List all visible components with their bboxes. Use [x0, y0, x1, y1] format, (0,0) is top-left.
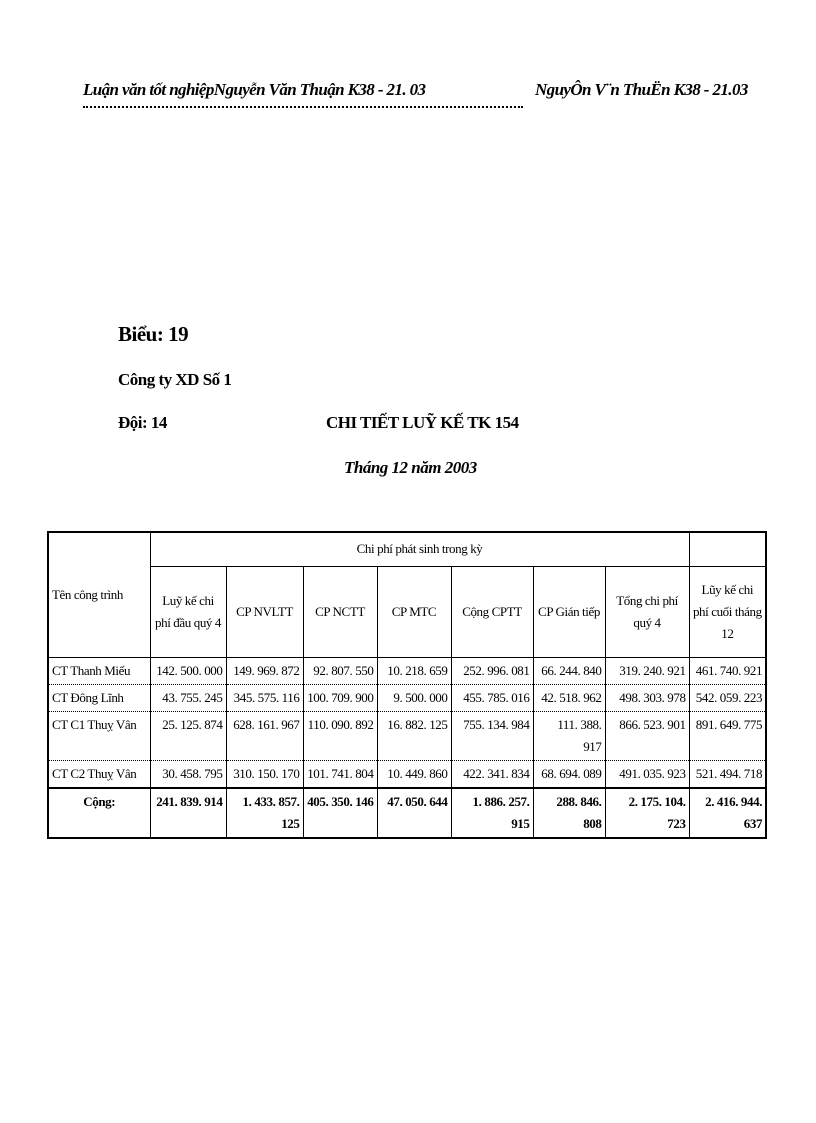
cell-value: 252. 996. 081 [451, 657, 533, 684]
total-value: 2. 175. 104. 723 [605, 788, 689, 838]
total-value: 1. 433. 857. 125 [226, 788, 303, 838]
table-row [48, 657, 766, 684]
group-header: Chi phí phát sinh trong kỳ [150, 532, 689, 566]
col-header-indirect: CP Gián tiếp [533, 566, 605, 657]
cell-value: 9. 500. 000 [377, 684, 451, 711]
total-value: 288. 846. 808 [533, 788, 605, 838]
cell-value: 101. 741. 804 [303, 760, 377, 788]
cell-value: 111. 388. 917 [533, 711, 605, 760]
cell-value: 542. 059. 223 [689, 684, 766, 711]
table-row [48, 711, 766, 760]
group-header-row [48, 532, 766, 566]
col-header-ncctt: CP NCTT [303, 566, 377, 657]
col-header-cptt: Cộng CPTT [451, 566, 533, 657]
cell-value: 628. 161. 967 [226, 711, 303, 760]
col-header-mtc: CP MTC [377, 566, 451, 657]
cell-value: 68. 694. 089 [533, 760, 605, 788]
cell-value: 498. 303. 978 [605, 684, 689, 711]
cell-value: 142. 500. 000 [150, 657, 226, 684]
cost-ledger-table [47, 531, 767, 839]
cell-value: 891. 649. 775 [689, 711, 766, 760]
total-value: 241. 839. 914 [150, 788, 226, 838]
cell-value: 16. 882. 125 [377, 711, 451, 760]
col-header-opening: Luỹ kế chi phí đầu quý 4 [150, 566, 226, 657]
running-header-right: NguyÔn V¨n ThuËn K38 - 21.03 [535, 80, 748, 99]
total-value: 47. 050. 644 [377, 788, 451, 838]
header-dotted-rule [83, 106, 523, 108]
cell-value: 755. 134. 984 [451, 711, 533, 760]
cell-value: 100. 709. 900 [303, 684, 377, 711]
cell-value: 521. 494. 718 [689, 760, 766, 788]
table-row [48, 684, 766, 711]
cell-value: 461. 740. 921 [689, 657, 766, 684]
cell-value: 491. 035. 923 [605, 760, 689, 788]
cell-project: CT Thanh Miếu [48, 657, 150, 684]
cell-value: 345. 575. 116 [226, 684, 303, 711]
total-value: 2. 416. 944. 637 [689, 788, 766, 838]
col-header-nvltt: CP NVLTT [226, 566, 303, 657]
total-value: 405. 350. 146 [303, 788, 377, 838]
col-header-q4-total: Tổng chi phí quý 4 [605, 566, 689, 657]
cell-value: 10. 449. 860 [377, 760, 451, 788]
table-row [48, 760, 766, 788]
cell-value: 92. 807. 550 [303, 657, 377, 684]
cell-project: CT C2 Thuỵ Vân [48, 760, 150, 788]
cell-project: CT Đông Lĩnh [48, 684, 150, 711]
team-label: Đội: 14 [118, 413, 167, 432]
column-header-row [48, 566, 766, 657]
bieu-label: Biểu: 19 [118, 322, 189, 346]
cell-value: 422. 341. 834 [451, 760, 533, 788]
cell-value: 310. 150. 170 [226, 760, 303, 788]
cell-value: 30. 458. 795 [150, 760, 226, 788]
cell-value: 455. 785. 016 [451, 684, 533, 711]
total-label: Cộng: [48, 788, 150, 838]
cell-value: 43. 755. 245 [150, 684, 226, 711]
cell-value: 66. 244. 840 [533, 657, 605, 684]
company-label: Công ty XD Số 1 [118, 370, 232, 389]
total-value: 1. 886. 257. 915 [451, 788, 533, 838]
cell-value: 149. 969. 872 [226, 657, 303, 684]
document-title: CHI TIẾT LUỸ KẾ TK 154 [326, 413, 519, 432]
total-row [48, 788, 766, 838]
col-header-closing: Lũy kế chi phí cuối tháng 12 [689, 566, 766, 657]
cell-value: 25. 125. 874 [150, 711, 226, 760]
cell-value: 110. 090. 892 [303, 711, 377, 760]
document-period: Tháng 12 năm 2003 [344, 458, 477, 477]
cell-value: 319. 240. 921 [605, 657, 689, 684]
col-header-project: Tên công trình [48, 532, 150, 657]
cell-value: 10. 218. 659 [377, 657, 451, 684]
empty-header-cell [689, 532, 766, 566]
cell-value: 866. 523. 901 [605, 711, 689, 760]
cell-value: 42. 518. 962 [533, 684, 605, 711]
cell-project: CT C1 Thuỵ Vân [48, 711, 150, 760]
running-header-left: Luận văn tốt nghiệpNguyễn Văn Thuận K38 - 21. 03 [83, 80, 426, 99]
